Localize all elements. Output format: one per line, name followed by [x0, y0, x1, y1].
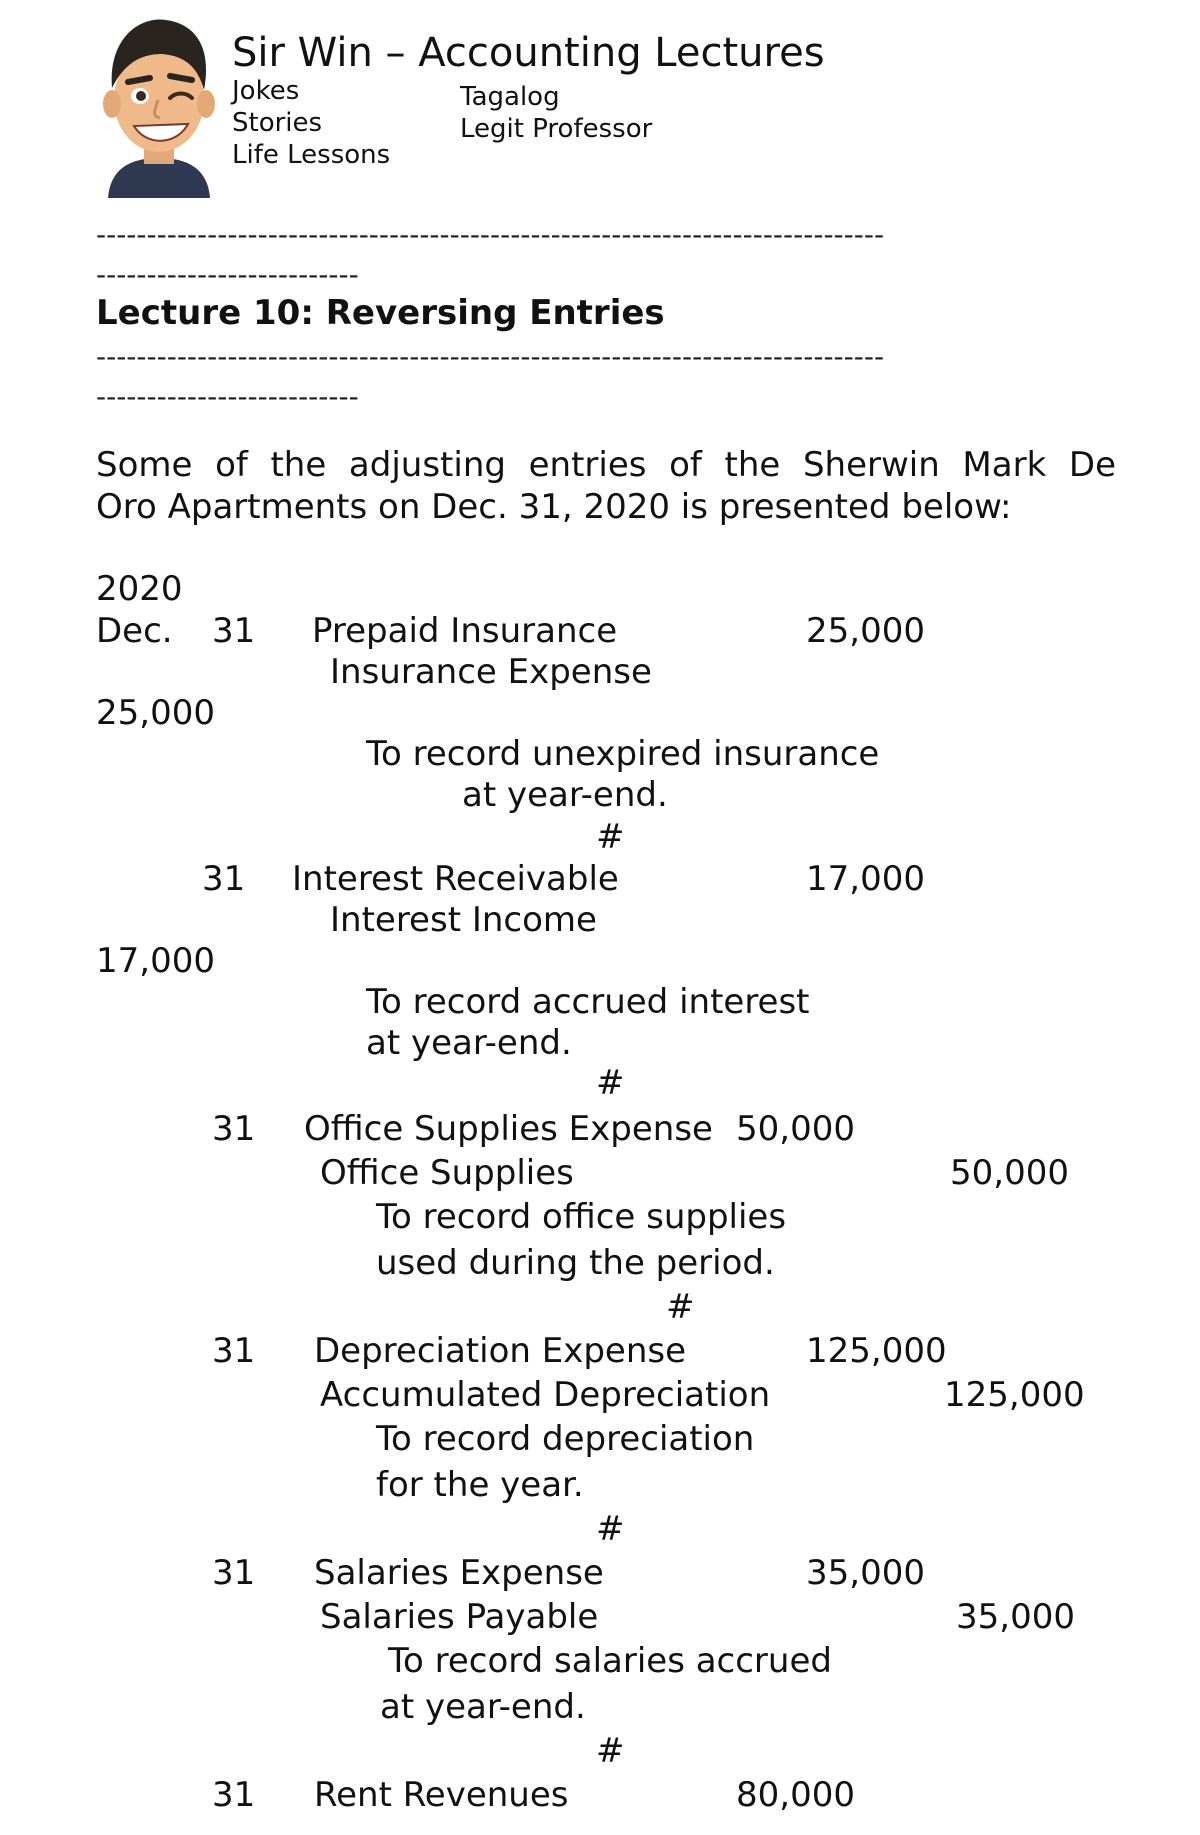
- divider-top-long: ------------------------------------------------------------------------------: [96, 218, 885, 251]
- entry-4-explanation-1: To record depreciation: [376, 1419, 755, 1459]
- tag-legit-professor: Legit Professor: [460, 114, 653, 144]
- journal-year: 2020: [96, 569, 183, 609]
- entry-2-credit-amount: 17,000: [96, 941, 215, 981]
- journal-month: Dec.: [96, 611, 173, 651]
- entry-4-debit-amount: 125,000: [806, 1331, 947, 1371]
- entry-2-debit-amount: 17,000: [806, 859, 925, 899]
- entry-5-explanation-2: at year-end.: [380, 1687, 586, 1727]
- entry-5-credit-amount: 35,000: [956, 1597, 1075, 1637]
- entry-3-debit-amount: 50,000: [736, 1109, 855, 1149]
- divider-bottom-short: --------------------------: [96, 380, 359, 413]
- entry-separator: #: [666, 1287, 695, 1327]
- entry-4-debit-account: Depreciation Expense: [314, 1331, 687, 1371]
- entry-5-day: 31: [212, 1553, 256, 1593]
- tag-tagalog: Tagalog: [460, 82, 560, 112]
- intro-line-2: Oro Apartments on Dec. 31, 2020 is presented below:: [96, 487, 1012, 527]
- entry-4-explanation-2: for the year.: [376, 1465, 584, 1505]
- entry-5-explanation-1: To record salaries accrued: [388, 1641, 832, 1681]
- divider-top-short: --------------------------: [96, 258, 359, 291]
- entry-5-credit-account: Salaries Payable: [320, 1597, 599, 1637]
- entry-4-credit-account: Accumulated Depreciation: [320, 1375, 771, 1415]
- entry-6-debit-account: Rent Revenues: [314, 1775, 569, 1815]
- entry-1-explanation-2: at year-end.: [462, 775, 668, 815]
- entry-3-day: 31: [212, 1109, 256, 1149]
- entry-5-debit-account: Salaries Expense: [314, 1553, 604, 1593]
- divider-bottom-long: ------------------------------------------------------------------------------: [96, 340, 885, 373]
- entry-1-explanation-1: To record unexpired insurance: [366, 734, 880, 774]
- entry-3-explanation-2: used during the period.: [376, 1243, 775, 1283]
- entry-1-credit-amount: 25,000: [96, 693, 215, 733]
- entry-6-day: 31: [212, 1775, 256, 1815]
- entry-4-credit-amount: 125,000: [944, 1375, 1085, 1415]
- entry-2-debit-account: Interest Receivable: [292, 859, 619, 899]
- entry-1-day: 31: [212, 611, 256, 651]
- entry-2-day: 31: [202, 859, 246, 899]
- intro-line-1: Some of the adjusting entries of the Sherwin Mark De: [96, 445, 1116, 485]
- tag-life-lessons: Life Lessons: [232, 140, 391, 170]
- entry-5-debit-amount: 35,000: [806, 1553, 925, 1593]
- tag-stories: Stories: [232, 108, 323, 138]
- entry-1-debit-account: Prepaid Insurance: [312, 611, 618, 651]
- entry-separator: #: [596, 1509, 625, 1549]
- entry-3-credit-amount: 50,000: [950, 1153, 1069, 1193]
- entry-2-explanation-1: To record accrued interest: [366, 982, 810, 1022]
- entry-2-explanation-2: at year-end.: [366, 1023, 572, 1063]
- entry-separator: #: [596, 1063, 625, 1103]
- entry-3-explanation-1: To record office supplies: [376, 1197, 787, 1237]
- lecture-title: Lecture 10: Reversing Entries: [96, 293, 665, 333]
- entry-1-credit-account: Insurance Expense: [330, 652, 652, 692]
- entry-6-debit-amount: 80,000: [736, 1775, 855, 1815]
- entry-2-credit-account: Interest Income: [330, 900, 597, 940]
- channel-title: Sir Win – Accounting Lectures: [232, 30, 825, 76]
- entry-3-debit-account: Office Supplies Expense: [304, 1109, 713, 1149]
- entry-4-day: 31: [212, 1331, 256, 1371]
- entry-separator: #: [596, 1731, 625, 1771]
- entry-separator: #: [596, 817, 625, 857]
- avatar: [100, 8, 218, 198]
- entry-3-credit-account: Office Supplies: [320, 1153, 574, 1193]
- entry-1-debit-amount: 25,000: [806, 611, 925, 651]
- tag-jokes: Jokes: [232, 76, 300, 106]
